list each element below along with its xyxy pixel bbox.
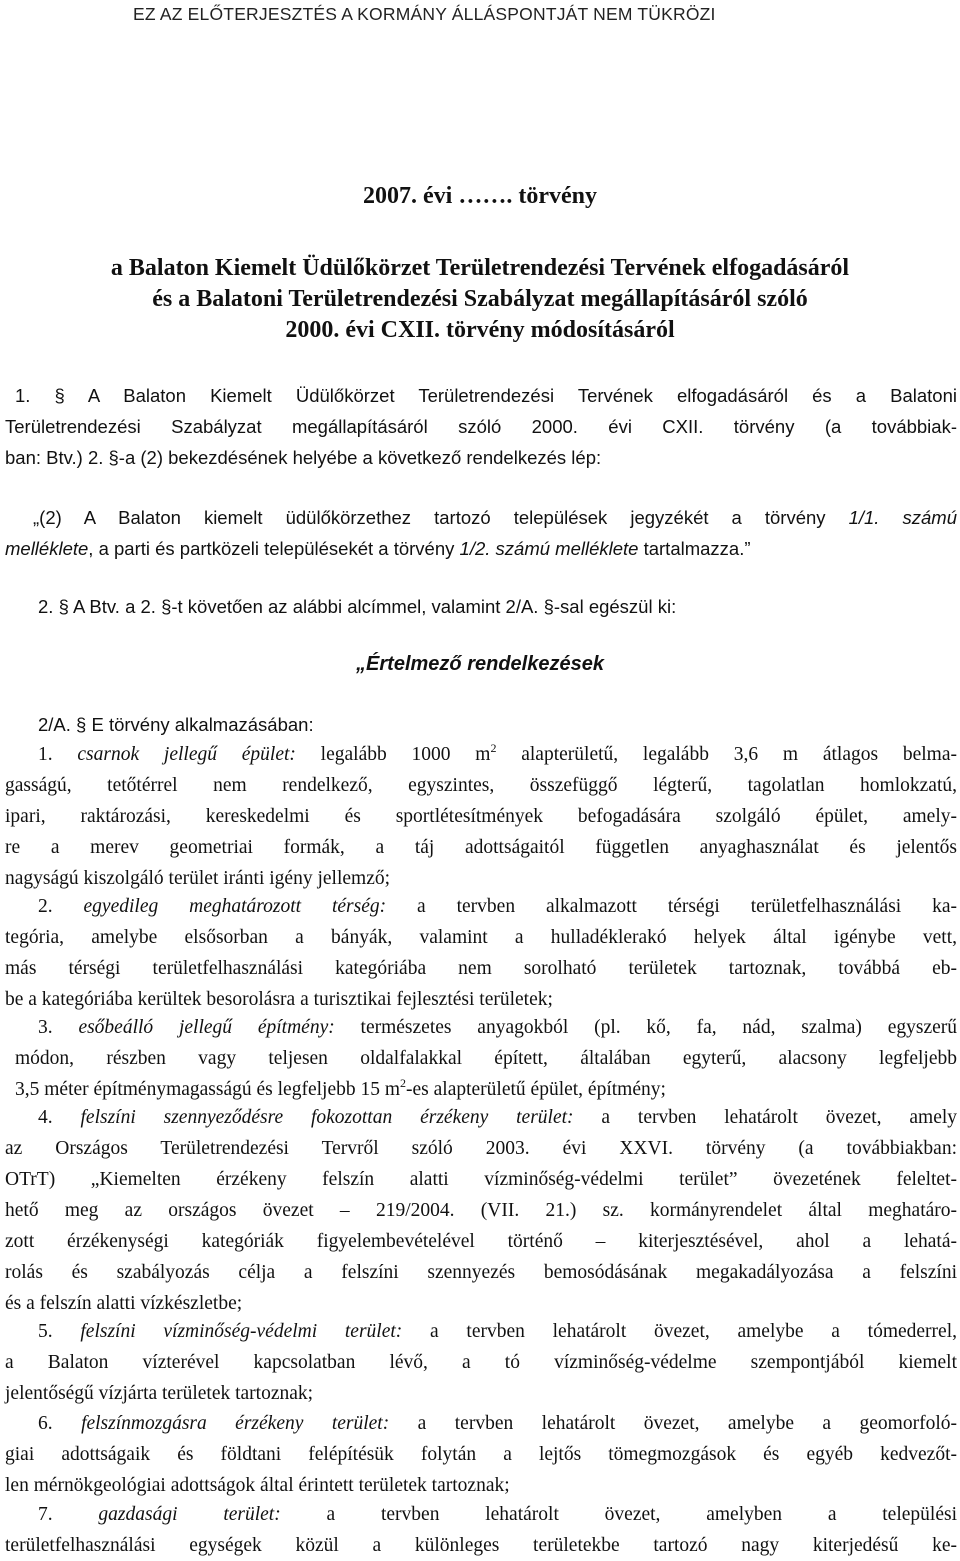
paragraph-line: ban: Btv.) 2. §-a (2) bekezdésének helyébe a következő rendelkezés lép: <box>5 447 602 468</box>
paragraph-line: az Országos Területrendezési Tervről szóló 2003. évi XXVI. törvény (a továbbiakban: <box>5 1138 957 1159</box>
paragraph-line: más térségi területfelhasználási kategóriába nem sorolható területek tartoznak, továbbá eb- <box>5 958 957 979</box>
definition-3 <box>15 1012 957 1105</box>
definition-number: 3. <box>38 1017 53 1038</box>
paragraph-line <box>5 891 957 922</box>
section-1-quote <box>5 502 957 564</box>
subtitle-line: 2000. évi CXII. törvény módosításáról <box>285 317 675 343</box>
subtitle-line: és a Balatoni Területrendezési Szabályzat megállapításáról szóló <box>152 286 808 312</box>
definition-text: a tervben lehatárolt övezet, amelybe a geomorfoló- <box>389 1413 957 1434</box>
definition-text: a tervben lehatárolt övezet, amelybe a tómederrel, <box>402 1321 957 1342</box>
law-title: 2007. évi ……. törvény <box>363 183 597 209</box>
definitions-intro <box>38 709 938 740</box>
paragraph-line <box>5 1102 957 1133</box>
quote-annex-ref: 1/1. számú <box>848 507 957 528</box>
paragraph-line: zott érzékenységi kategóriák figyelembevételével történő – kiterjesztésével, ahol a lehatá- <box>5 1231 957 1252</box>
definition-text: a tervben lehatárolt övezet, amelyben a települési <box>280 1504 957 1525</box>
paragraph-line: len mérnökgeológiai adottságok által érintett területek tartoznak; <box>5 1475 510 1496</box>
paragraph-line <box>5 502 957 533</box>
paragraph-line: jelentőségű vízjárta területek tartoznak; <box>5 1383 314 1404</box>
definition-6 <box>5 1408 957 1501</box>
superscript: 2 <box>400 1076 407 1090</box>
paragraph-line: giai adottságaik és földtani felépítésük folytán a lejtős tömegmozgások és egyéb kedvezőt- <box>5 1444 957 1465</box>
paragraph-line <box>5 1316 957 1347</box>
paragraph-line: a Balaton vízterével kapcsolatban lévő, a tó vízminőség-védelme szempontjából kiemelt <box>5 1352 957 1373</box>
definitions-heading: „Értelmező rendelkezések <box>356 653 604 675</box>
paragraph-line <box>5 739 957 770</box>
paragraph-line <box>15 1012 957 1043</box>
paragraph-line: 1. § A Balaton Kiemelt Üdülőkörzet Területrendezési Tervének elfogadásáról és a Balatoni <box>15 385 957 406</box>
section-1-paragraph <box>5 380 957 473</box>
superscript: 2 <box>490 741 497 755</box>
paragraph-line: tegória, amelybe elsősorban a bányák, valamint a hulladéklerakó helyek által igénybe vett, <box>5 927 957 948</box>
paragraph-line <box>5 533 957 564</box>
definition-5 <box>5 1316 957 1409</box>
paragraph-line <box>15 1074 957 1105</box>
definition-number: 6. <box>38 1413 53 1434</box>
definition-text: legalább 1000 m <box>295 744 491 765</box>
definition-2 <box>5 891 957 1015</box>
definition-term: esőbeálló jellegű építmény: <box>78 1017 335 1038</box>
definition-number: 4. <box>38 1107 53 1128</box>
definition-text: a tervben lehatárolt övezet, amely <box>573 1107 958 1128</box>
quote-text: tartalmazza.” <box>638 538 751 559</box>
quote-annex-label: melléklete <box>5 538 89 559</box>
paragraph-line: be a kategóriába kerültek besorolásra a turisztikai fejlesztési területek; <box>5 989 553 1010</box>
law-subtitle <box>0 253 960 346</box>
paragraph-line: ipari, raktározási, kereskedelmi és sportlétesítmények befogadására szolgáló épület, amely- <box>5 806 957 827</box>
paragraph-line: Területrendezési Szabályzat megállapításáról szóló 2000. évi CXII. törvény (a továbbiak- <box>5 416 957 437</box>
paragraph-line: rolás és szabályozás célja a felszíni szennyezés bemosódásának megakadályozása a felszíni <box>5 1262 957 1283</box>
definition-text: 3,5 méter építménymagasságú és legfeljebb 15 m <box>15 1079 401 1100</box>
paragraph-line: OTrT) „Kiemelten érzékeny felszín alatti vízminőség-védelmi terület” övezetének feleltet- <box>5 1169 957 1190</box>
definition-number: 7. <box>38 1504 53 1525</box>
paragraph-line: módon, részben vagy teljesen oldalfalakkal épített, általában egyterű, alacsony legfeljebb <box>15 1048 957 1069</box>
paragraph-line: 2/A. § E törvény alkalmazásában: <box>38 714 314 735</box>
quote-annex-ref: 1/2. számú melléklete <box>459 538 639 559</box>
definition-term: gazdasági terület: <box>98 1504 281 1525</box>
paragraph-line: területfelhasználási egységek közül a különleges területekbe tartozó nagy kiterjedésű ke- <box>5 1535 957 1556</box>
section-2-paragraph <box>38 591 938 622</box>
definition-4 <box>5 1102 957 1319</box>
paragraph-line <box>5 1499 957 1530</box>
definition-text: természetes anyagokból (pl. kő, fa, nád, szalma) egyszerű <box>334 1017 957 1038</box>
definition-number: 1. <box>38 744 53 765</box>
definition-7 <box>5 1499 957 1561</box>
subtitle-line: a Balaton Kiemelt Üdülőkörzet Területrendezési Tervének elfogadásáról <box>110 255 850 281</box>
paragraph-line: re a merev geometriai formák, a táj adottságaitól független anyaghasználat és jelentős <box>5 837 957 858</box>
definition-text: -es alapterületű épület, építmény; <box>406 1079 666 1100</box>
quote-text: „(2) A Balaton kiemelt üdülőkörzethez tartozó települések jegyzékét a törvény <box>33 507 849 528</box>
definition-term: felszíni vízminőség-védelmi terület: <box>80 1321 403 1342</box>
paragraph-line: és a felszín alatti vízkészletbe; <box>5 1293 243 1314</box>
definition-1 <box>5 739 957 894</box>
paragraph-line: nagyságú kiszolgáló terület iránti igény jellemző; <box>5 868 391 889</box>
definition-text: alapterületű, legalább 3,6 m átlagos belma- <box>496 744 957 765</box>
quote-text: , a parti és partközeli településekét a törvény <box>88 538 460 559</box>
document-notice-header: EZ AZ ELŐTERJESZTÉS A KORMÁNY ÁLLÁSPONTJÁT NEM TÜKRÖZI <box>133 4 716 24</box>
paragraph-line: gasságú, tetőtérrel nem rendelkező, egyszintes, összefüggő légterű, tagolatlan homlokzatú, <box>5 775 957 796</box>
paragraph-line: hető meg az országos övezet – 219/2004. (VII. 21.) sz. kormányrendelet által meghatáro- <box>5 1200 957 1221</box>
definition-term: felszínmozgásra érzékeny terület: <box>81 1413 390 1434</box>
definition-text: a tervben alkalmazott térségi területfelhasználási ka- <box>386 896 958 917</box>
definition-term: egyedileg meghatározott térség: <box>83 896 387 917</box>
paragraph-line <box>5 1408 957 1439</box>
definition-term: felszíni szennyeződésre fokozottan érzékeny terület: <box>80 1107 574 1128</box>
definition-number: 2. <box>38 896 53 917</box>
definition-term: csarnok jellegű épület: <box>77 744 296 765</box>
paragraph-line: 2. § A Btv. a 2. §-t követően az alábbi alcímmel, valamint 2/A. §-sal egészül ki: <box>38 596 677 617</box>
definition-number: 5. <box>38 1321 53 1342</box>
